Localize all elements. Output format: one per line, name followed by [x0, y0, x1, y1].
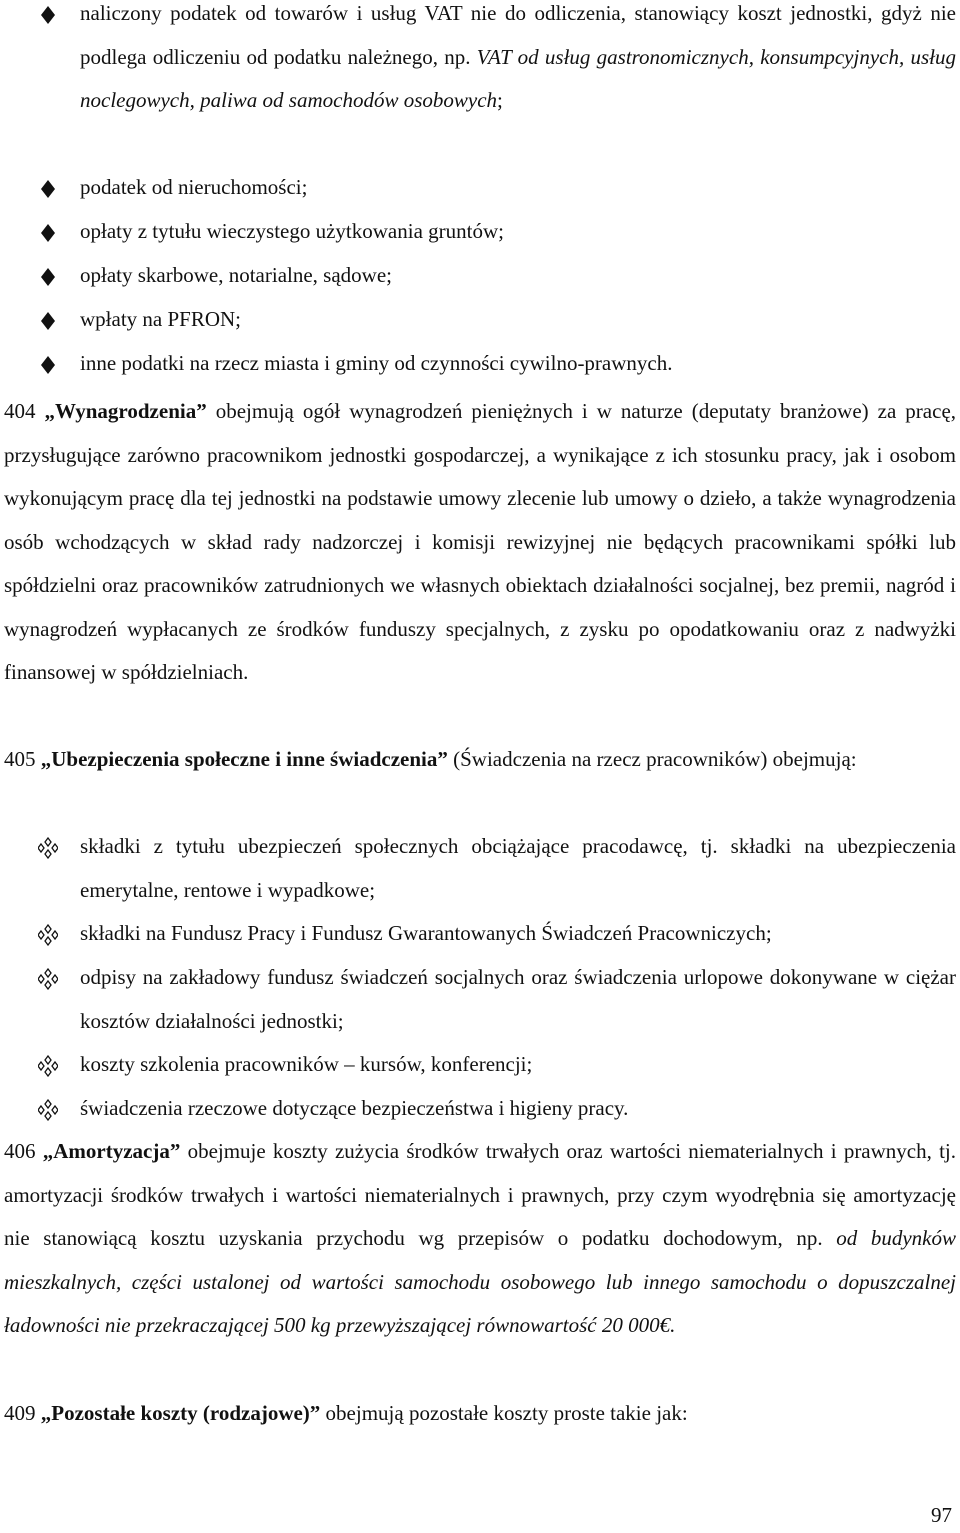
- list-item: odpisy na zakładowy fundusz świadczeń socjalnych oraz świadczenia urlopowe dokonywane w ciężar kosztów działalności jednostki;: [80, 965, 956, 1033]
- diamond-bullet-icon: [38, 222, 58, 244]
- four-diamond-bullet-icon: [38, 924, 58, 946]
- diamond-bullet-icon: [38, 266, 58, 288]
- section-404: [4, 390, 956, 695]
- section-number: 404: [4, 399, 36, 423]
- list-item: wpłaty na PFRON;: [80, 307, 242, 331]
- section-number: 409: [4, 1401, 36, 1425]
- list-item: składki z tytułu ubezpieczeń społecznych obciążające pracodawcę, tj. składki na ubezpieczenia emerytalne, rentowe i wypadkowe;: [80, 834, 956, 902]
- section-405: [4, 738, 956, 782]
- list-item: składki na Fundusz Pracy i Fundusz Gwarantowanych Świadczeń Pracowniczych;: [80, 921, 772, 945]
- diamond-bullet-icon: [38, 354, 58, 376]
- list-item: świadczenia rzeczowe dotyczące bezpieczeństwa i higieny pracy.: [80, 1096, 629, 1120]
- section-italic: od budynków mieszkalnych, części ustalonej od wartości samochodu osobowego lub innego samochodu o dopuszczalnej ładowności nie przekraczającej 500 kg przewyższającej równowartość 20 000€.: [4, 1226, 956, 1337]
- section-body: obejmują ogół wynagrodzeń pieniężnych i w naturze (deputaty branżowe) za pracę, przysługujące zarówno pracownikom jednostki gospodarczej, a wynikające z ich stosunku pracy, jak i osobom wykonującym pracę dla tej jednostki na podstawie umowy zlecenie lub umowy o dzieło, a także wynagrodzenia osób wchodzących w skład rady nadzorczej i komisji rewizyjnej nie będących pracownikami spółki lub spółdzielni oraz pracowników zatrudnionych we własnych obiektach działalności socjalnej, bez premii, nagród i wynagrodzeń wypłacanych ze środków funduszy specjalnych, z zysku po opodatkowaniu oraz z nadwyżki finansowej w spółdzielniach.: [4, 399, 957, 684]
- four-diamond-bullet-icon: [38, 1099, 58, 1121]
- four-diamond-bullet-icon: [38, 968, 58, 990]
- list-item: koszty szkolenia pracowników – kursów, konferencji;: [80, 1052, 533, 1076]
- section-body: obejmują pozostałe koszty proste takie jak:: [320, 1401, 688, 1425]
- list-item: podatek od nieruchomości;: [80, 175, 308, 199]
- section-body: obejmuje koszty zużycia środków trwałych oraz wartości niematerialnych i prawnych, tj. amortyzacji środków trwałych i wartości niematerialnych i prawnych, przy czym wyodrębnia się amortyzację nie stanowiącą kosztu uzyskania przychodu wg przepisów o podatku dochodowym, np.: [4, 1139, 957, 1250]
- list-item: opłaty z tytułu wieczystego użytkowania gruntów;: [80, 219, 504, 243]
- page-number: 97: [931, 1503, 952, 1527]
- four-diamond-bullet-icon: [38, 837, 58, 859]
- list-item: naliczony podatek od towarów i usług VAT nie do odliczenia, stanowiący koszt jednostki, gdyż nie podlega odliczeniu od podatku należnego, np. VAT od usług gastronomicznych, konsumpcyjnych, usług noclegowych, paliwa od samochodów osobowych;: [80, 1, 956, 112]
- diamond-bullet-icon: [38, 178, 58, 200]
- list-item: opłaty skarbowe, notarialne, sądowe;: [80, 263, 392, 287]
- list-item: inne podatki na rzecz miasta i gminy od czynności cywilno-prawnych.: [80, 351, 673, 375]
- section-409: [4, 1392, 956, 1436]
- diamond-bullet-icon: [38, 4, 58, 26]
- section-406: [4, 1130, 956, 1348]
- section-title: „Amortyzacja”: [42, 1139, 181, 1163]
- diamond-bullet-icon: [38, 310, 58, 332]
- section-title: „Ubezpieczenia społeczne i inne świadczenia”: [40, 747, 448, 771]
- section-title: „Wynagrodzenia”: [44, 399, 207, 423]
- section-number: 406: [4, 1139, 36, 1163]
- four-diamond-bullet-icon: [38, 1055, 58, 1077]
- section-number: 405: [4, 747, 36, 771]
- section-title: „Pozostałe koszty (rodzajowe)”: [40, 1401, 321, 1425]
- section-body: (Świadczenia na rzecz pracowników) obejmują:: [447, 747, 857, 771]
